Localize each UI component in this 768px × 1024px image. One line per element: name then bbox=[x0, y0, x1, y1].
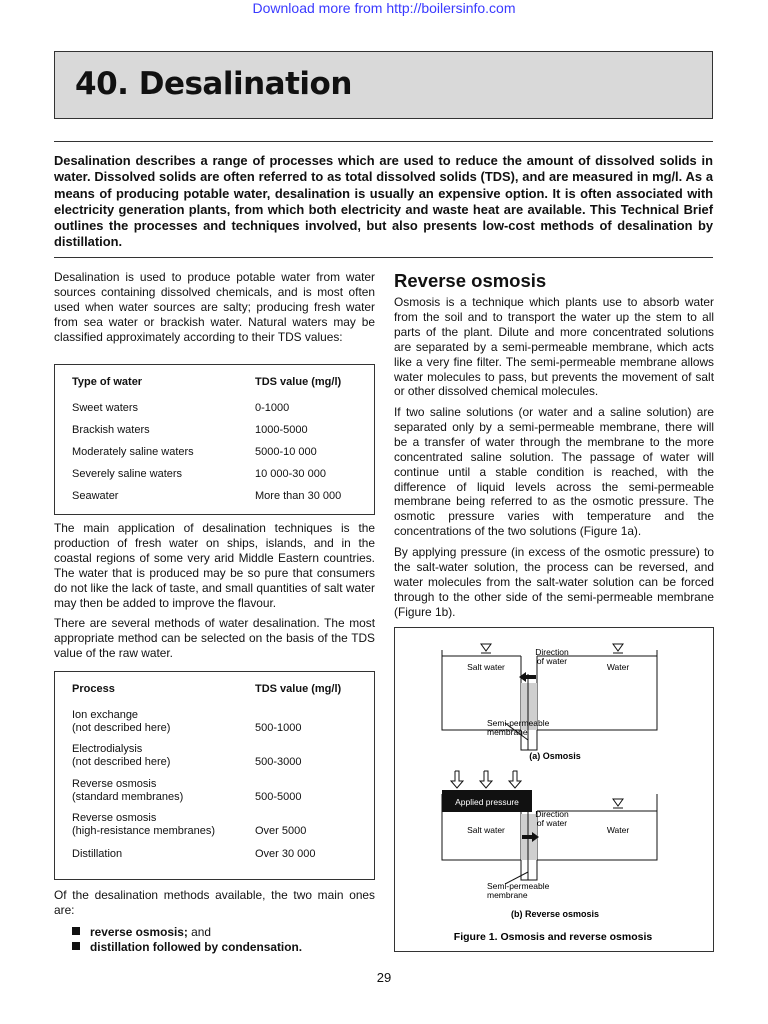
cell-type: Sweet waters bbox=[72, 402, 139, 414]
section-heading: Reverse osmosis bbox=[394, 270, 547, 291]
cell-type: Severely saline waters bbox=[72, 468, 183, 480]
bullet-square-icon bbox=[72, 942, 80, 950]
cell-tds: Over 5000 bbox=[255, 825, 307, 837]
bullet-bold: reverse osmosis; bbox=[90, 925, 188, 939]
cell-process-note: (high-resistance membranes) bbox=[72, 825, 216, 837]
cell-tds: 0-1000 bbox=[255, 402, 290, 414]
bullet-square-icon bbox=[72, 927, 80, 935]
cell-tds: 10 000-30 000 bbox=[255, 468, 326, 480]
cell-tds: Over 30 000 bbox=[255, 848, 316, 860]
level-triangle-icon bbox=[481, 644, 491, 651]
direction-label-b: Direction bbox=[535, 809, 569, 819]
title-box bbox=[54, 51, 713, 119]
header-tds: TDS value (mg/l) bbox=[255, 376, 342, 388]
cell-type: Seawater bbox=[72, 490, 119, 502]
membrane-label-b: Semi-permeable bbox=[487, 881, 550, 891]
osmosis-diagram bbox=[395, 628, 713, 951]
cell-tds: 5000-10 000 bbox=[255, 446, 317, 458]
left-paragraph-2: The main application of desalination techniques is the production of fresh water on ships, islands, and in the coastal regions of some very arid Middle Eastern countries. The water that is produced may be so pure that consumers do not like the lack of taste, and small quantities of salt water may then be added to improve the flavour. bbox=[54, 521, 375, 610]
right-paragraph-3: By applying pressure (in excess of the osmotic pressure) to the salt-water solution, the process can be reversed, and water molecules from the salt-water solution can be forced through to the other side of the semi-permeable membrane (Figure 1b). bbox=[394, 545, 714, 619]
cell-type: Brackish waters bbox=[72, 424, 150, 436]
tds-table bbox=[54, 364, 375, 515]
cell-type: Moderately saline waters bbox=[72, 446, 194, 458]
cell-tds: 500-5000 bbox=[255, 791, 302, 803]
salt-water-label-a: Salt water bbox=[467, 662, 505, 672]
bullet-bold: distillation followed by condensation. bbox=[90, 940, 303, 954]
cell-process: Reverse osmosis bbox=[72, 778, 157, 790]
water-label-b: Water bbox=[606, 825, 630, 835]
direction-label-a-2: of water bbox=[536, 656, 568, 666]
pressure-arrow-icon bbox=[480, 771, 492, 788]
left-paragraph-1: Desalination is used to produce potable water from water sources containing dissolved chemicals, and is most often used when water sources are salty; producing fresh water from sea water or brackish water. Natural waters may be classified approximately according to their TDS values: bbox=[54, 270, 375, 344]
direction-label-b-2: of water bbox=[536, 818, 568, 828]
cell-tds: More than 30 000 bbox=[255, 490, 342, 502]
membrane-label-a: Semi-permeable bbox=[487, 718, 550, 728]
figure-box bbox=[394, 627, 714, 952]
bullet-rest: and bbox=[187, 925, 211, 939]
pressure-arrow-icon bbox=[451, 771, 463, 788]
cell-process-note: (standard membranes) bbox=[72, 791, 184, 803]
abstract-rule bbox=[54, 257, 713, 258]
abstract: Desalination describes a range of processes which are used to reduce the amount of dissolved solids in water. Dissolved solids are often referred to as total dissolved solids (TDS), and are measured in mg/l. As a means of producing potable water, desalination is usually an expensive option. It is often associated with electricity generation plants, from which both electricity and waste heat are available. This Technical Brief outlines the processes and techniques involved, but also presents low-cost methods of desalination by distillation. bbox=[54, 153, 713, 250]
water-label-a: Water bbox=[606, 662, 630, 672]
cell-tds: 500-3000 bbox=[255, 756, 302, 768]
membrane-label-b-2: membrane bbox=[487, 890, 528, 900]
cell-process: Electrodialysis bbox=[72, 743, 143, 755]
cell-process-note: (not described here) bbox=[72, 756, 171, 768]
left-paragraph-4: Of the desalination methods available, the two main ones are: bbox=[54, 888, 375, 917]
header-process: Process bbox=[72, 683, 115, 695]
left-paragraph-3: There are several methods of water desalination. The most appropriate method can be selected on the basis of the TDS value of the raw water. bbox=[54, 616, 375, 660]
cell-process: Reverse osmosis bbox=[72, 812, 157, 824]
right-paragraph-2: If two saline solutions (or water and a saline solution) are separated only by a semi-permeable membrane, there will be a transfer of water through the membrane to the more concentrated saline solution. The passage of water will continue until a stable condition is reached, with the difference of liquid levels across the semi-permeable membrane being referred to as the osmotic pressure. The osmotic pressure varies with temperature and the concentrations of the two solutions (Figure 1a). bbox=[394, 405, 714, 539]
cell-tds: 1000-5000 bbox=[255, 424, 308, 436]
process-table bbox=[54, 671, 375, 880]
level-triangle-icon bbox=[613, 799, 623, 806]
page-number: 29 bbox=[376, 970, 392, 985]
pressure-arrow-icon bbox=[509, 771, 521, 788]
cell-process: Ion exchange bbox=[72, 709, 139, 721]
direction-label-a: Direction bbox=[535, 647, 569, 657]
cell-process-note: (not described here) bbox=[72, 722, 171, 734]
salt-water-label-b: Salt water bbox=[467, 825, 505, 835]
caption-b: (b) Reverse osmosis bbox=[510, 909, 600, 919]
cell-tds: 500-1000 bbox=[255, 722, 302, 734]
cell-process: Distillation bbox=[72, 848, 123, 860]
applied-pressure-label: Applied pressure bbox=[455, 797, 519, 807]
membrane-label-a-2: membrane bbox=[487, 727, 528, 737]
level-triangle-icon bbox=[613, 644, 623, 651]
download-link[interactable]: Download more from http://boilersinfo.com bbox=[252, 0, 516, 16]
caption-a: (a) Osmosis bbox=[529, 751, 581, 761]
top-rule bbox=[54, 141, 713, 142]
page-title: 40. Desalination bbox=[75, 66, 352, 102]
figure-caption: Figure 1. Osmosis and reverse osmosis bbox=[453, 931, 653, 943]
header-type: Type of water bbox=[72, 376, 143, 388]
right-paragraph-1: Osmosis is a technique which plants use to absorb water from the soil and to transport the water up the stem to all parts of the plant. Dilute and more concentrated solutions are separated by a semi-permeable membrane, which acts like a very fine filter. The semi-permeable membrane allows water molecules to pass, but prevents the movement of salt or other dissolved chemical molecules. bbox=[394, 295, 714, 399]
header-tds: TDS value (mg/l) bbox=[255, 683, 342, 695]
